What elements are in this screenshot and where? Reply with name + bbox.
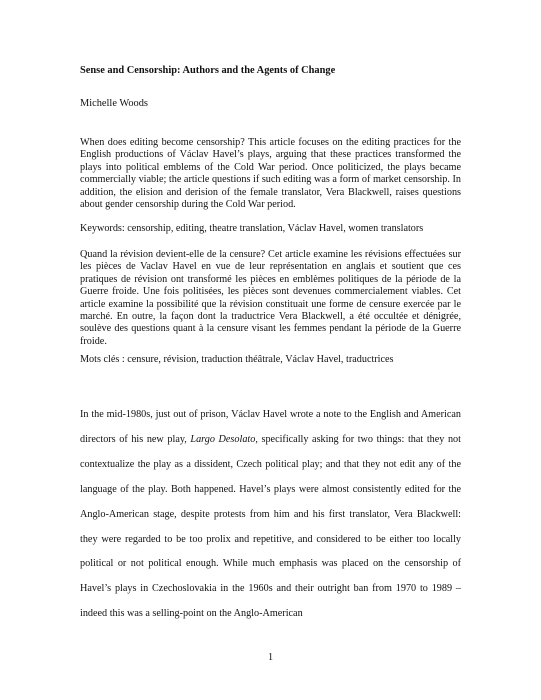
body-paragraph [80,403,461,627]
abstract-english: When does editing become censorship? This article focuses on the editing practices for the English productions of Václav Havel’s plays, arguing that these practices transformed the plays into political emblems of the Cold War period. Once politicized, the plays became commercially viable; the article questions if such editing was a form of market censorship. In addition, the elision and derision of the female translator, Vera Blackwell, raises questions about gender censorship during the Cold War period. [80,137,461,211]
body-text-part-1: In the mid-1980s, just out of prison, Václav Havel wrote a note to the English and American directors of his new play, [80,409,461,445]
abstract-french: Quand la révision devient-elle de la censure? Cet article examine les révisions effectuées sur les pièces de Vaclav Havel en vue de leur représentation en anglais et soutient que ces pratiques de révision ont transformé les pièces en emblèmes politiques de la période de la Guerre froide. Une fois politisées, les pièces sont devenues commercialement viables. Cet article examine la possibilité que la révision constituait une forme de censure exercée par le marché. En outre, la façon dont la traductrice Vera Blackwell, a été occultée et dénigrée, soulève des questions quant à la censure visant les femmes pendant la période de la Guerre froide. [80,249,461,347]
article-title: Sense and Censorship: Authors and the Agents of Change [80,65,336,76]
article-author: Michelle Woods [80,98,148,109]
play-title: Largo Desolato [190,433,256,445]
keywords-french: Mots clés : censure, révision, traduction théâtrale, Václav Havel, traductrices [80,354,394,365]
body-text-part-2: , specifically asking for two things: that they not contextualize the play as a dissident, Czech political play; and that they not edit any of the language of the play. Both happened. Havel’s plays were almost consistently edited for the Anglo-American stage, despite protests from him and his first translator, Vera Blackwell: they were regarded to be too prolix and repetitive, and considered to be either too locally political or not political enough. While much emphasis was placed on the censorship of Havel’s plays in Czechoslovakia in the 1960s and their outright ban from 1970 to 1989 – indeed this was a selling-point on the Anglo-American [80,433,461,620]
keywords-english: Keywords: censorship, editing, theatre translation, Václav Havel, women translators [80,223,424,234]
page-number: 1 [267,652,274,663]
